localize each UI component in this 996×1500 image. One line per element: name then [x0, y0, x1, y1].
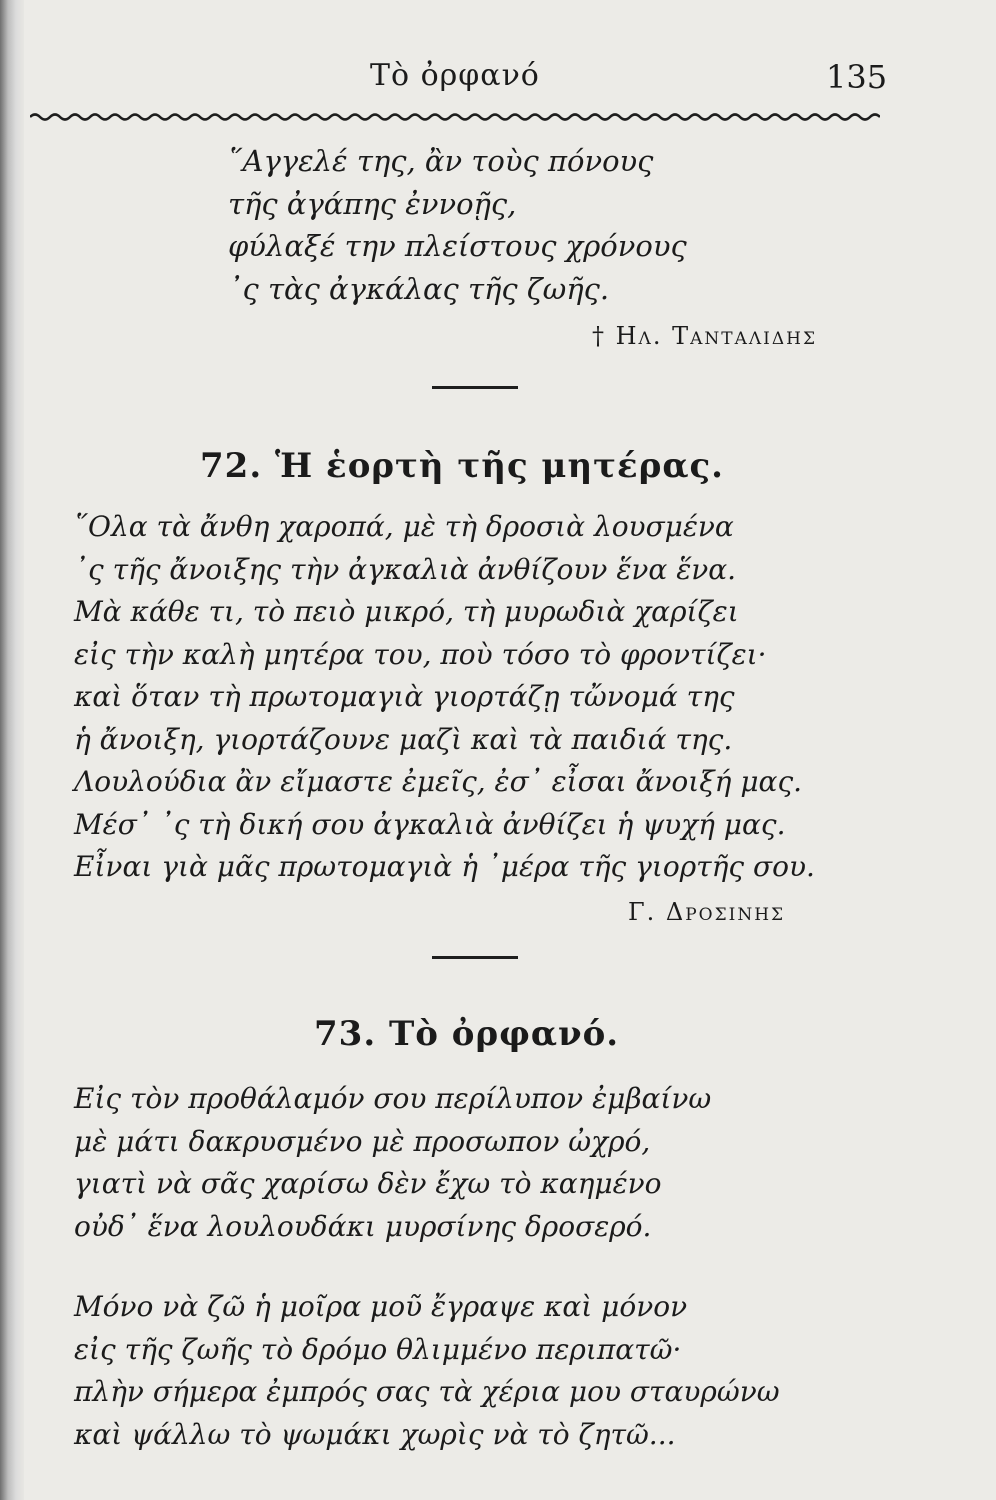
poem-line: τῆς ἀγάπης ἐννοῇς, [228, 186, 517, 221]
section-divider [432, 386, 518, 389]
poem-line: ἡ ἄνοιξη, γιορτάζουνε μαζὶ καὶ τὰ παιδιά της. [74, 722, 733, 756]
poem-line: καὶ ψάλλω τὸ ψωμάκι χωρὶς νὰ τὸ ζητῶ... [74, 1417, 676, 1451]
poem-line: οὐδ᾽ ἕνα λουλουδάκι μυρσίνης δροσερό. [74, 1209, 652, 1243]
poem-line: ᾽ς τὰς ἀγκάλας τῆς ζωῆς. [228, 271, 610, 306]
poem-73-stanza-2 [74, 1286, 780, 1456]
poem-line: Μὰ κάθε τι, τὸ πειὸ μικρό, τὴ μυρωδιὰ χαρίζει [74, 595, 739, 628]
poem-72-heading: 72. Ἡ ἑορτὴ τῆς μητέρας. [200, 446, 725, 486]
page-number: 135 [826, 58, 888, 96]
poem-line: φύλαξέ την πλείστους χρόνους [228, 229, 687, 263]
section-divider [432, 956, 518, 959]
header-wavy-rule [30, 112, 880, 122]
poem-line: Μόνο νὰ ζῶ ἡ μοῖρα μοῦ ἔγραψε καὶ μόνον [74, 1290, 688, 1323]
running-title: Τὸ ὀρφανό [370, 58, 540, 93]
poem-line: εἰς τῆς ζωῆς τὸ δρόμο θλιμμένο περιπατῶ· [74, 1332, 682, 1366]
poem-line: καὶ ὅταν τὴ πρωτομαγιὰ γιορτάζῃ τὤνομά της [74, 680, 735, 713]
poem-73-heading: 73. Τὸ ὀρφανό. [314, 1014, 620, 1054]
poem-line: Εἶναι γιὰ μᾶς πρωτομαγιὰ ἡ ᾽μέρα τῆς γιορτῆς σου. [74, 850, 815, 883]
poem-72-author: Γ. Δροσινησ [628, 898, 786, 926]
poem-line: ᾽ς τῆς ἄνοιξης τὴν ἀγκαλιὰ ἀνθίζουν ἕνα ἕνα. [74, 552, 737, 586]
poem-line: εἰς τὴν καλὴ μητέρα του, ποὺ τόσο τὸ φροντίζει· [74, 637, 767, 671]
poem-73-stanza-1 [74, 1078, 711, 1248]
poem-line: γιατὶ νὰ σᾶς χαρίσω δὲν ἔχω τὸ καημένο [74, 1167, 662, 1200]
poem-line: πλὴν σήμερα ἐμπρός σας τὰ χέρια μου σταυρώνω [74, 1375, 780, 1408]
poem-line: ῞Ολα τὰ ἄνθη χαροπά, μὲ τὴ δροσιὰ λουσμένα [74, 510, 734, 543]
poem-line: Εἰς τὸν προθάλαμόν σου περίλυπον ἐμβαίνω [74, 1082, 712, 1115]
poem-line: Μέσ᾽ ᾽ς τὴ δική σου ἀγκαλιὰ ἀνθίζει ἡ ψυχή μας. [74, 807, 786, 841]
poem-71-author: † Ηλ. Τανταλιδησ [592, 322, 817, 350]
poem-72-stanza [74, 506, 815, 889]
poem-line: ῞Αγγελέ της, ἂν τοὺς πόνους [228, 144, 654, 178]
poem-71-stanza [228, 140, 687, 310]
poem-line: μὲ μάτι δακρυσμένο μὲ προσωπον ὠχρό, [74, 1124, 651, 1158]
poem-line: Λουλούδια ἂν εἴμαστε ἐμεῖς, ἐσ᾽ εἶσαι ἄνοιξή μας. [74, 765, 803, 798]
